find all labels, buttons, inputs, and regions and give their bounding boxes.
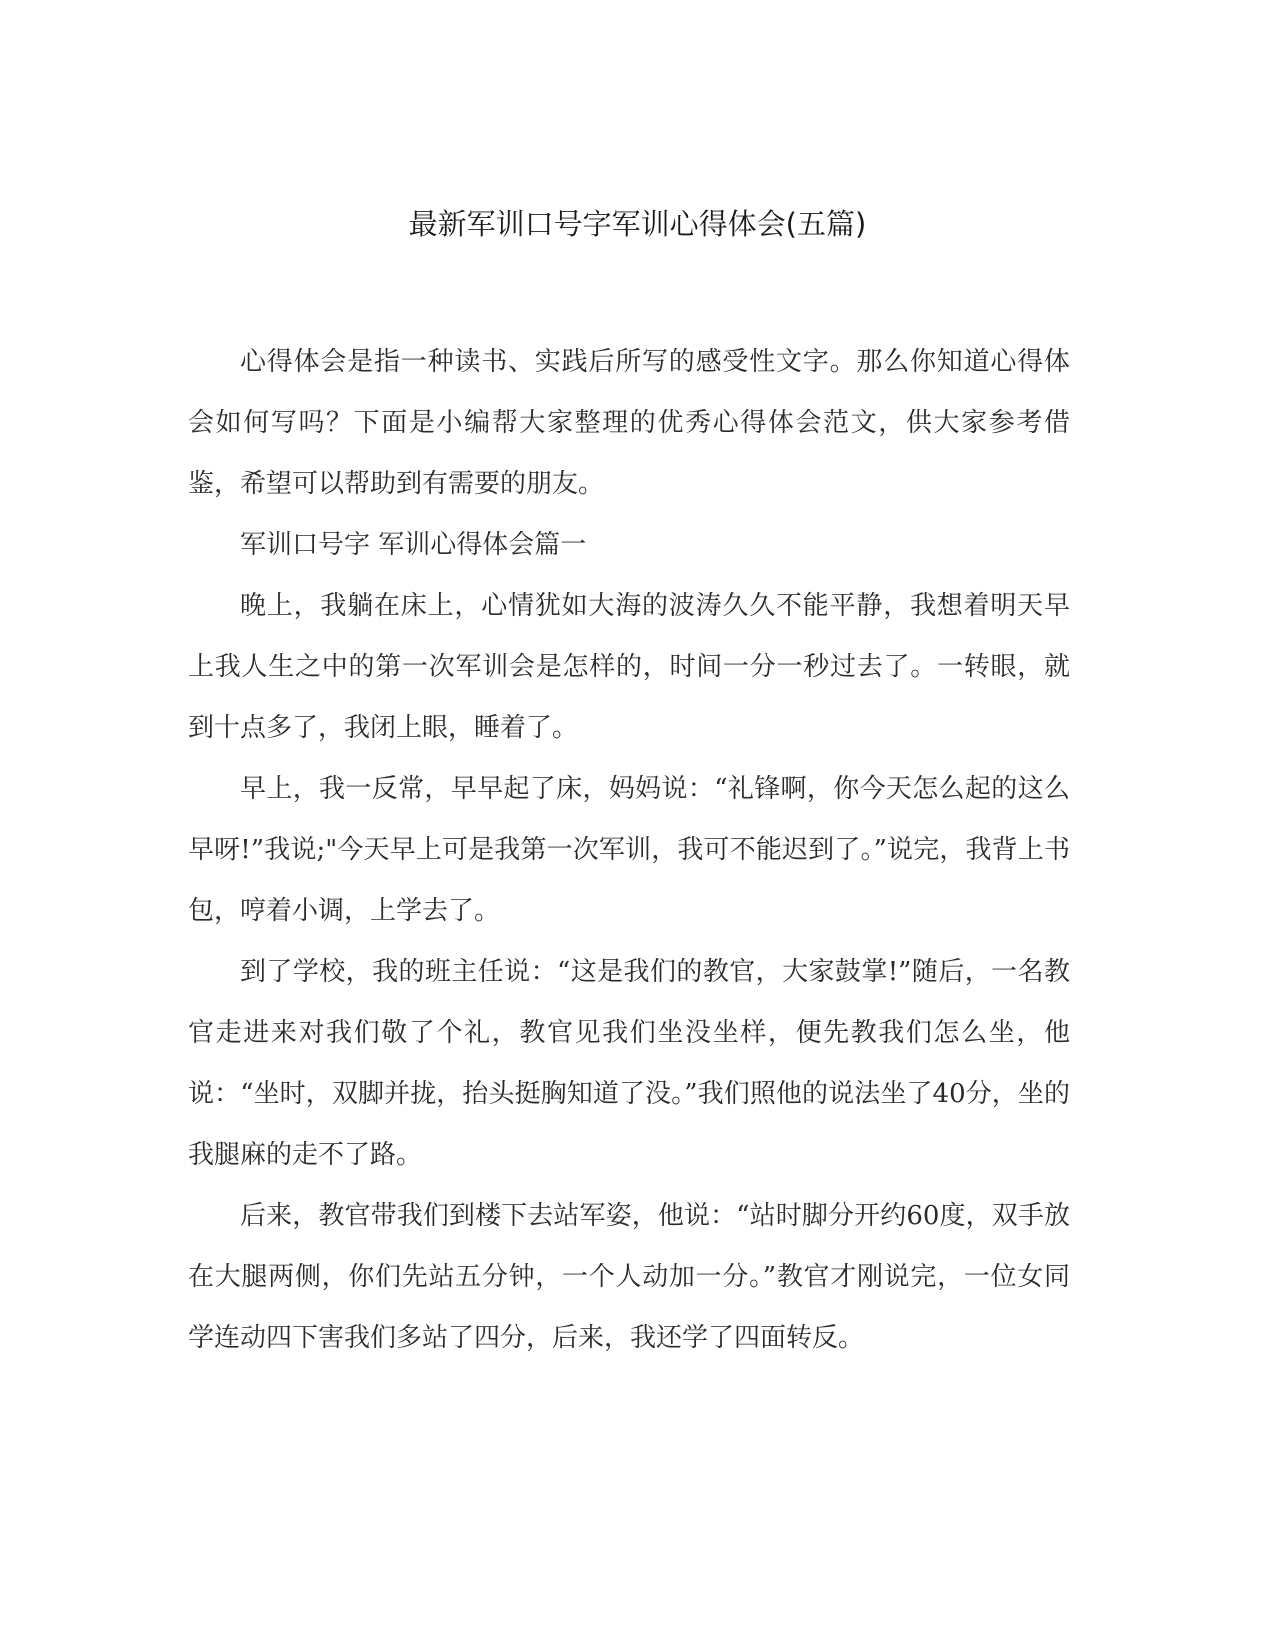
section-heading: 军训口号字 军训心得体会篇一 xyxy=(240,530,587,560)
body-paragraph: 到了学校，我的班主任说：“这是我们的教官，大家鼓掌!”随后，一名教官走进来对我们敬了个礼，教官见我们坐没坐样，便先教我们怎么坐，他说：“坐时，双脚并拢，抬头挺胸知道了没。”我们照他的说法坐了40分，坐的我腿麻的走不了路。 xyxy=(188,957,1070,1170)
body-paragraph: 后来，教官带我们到楼下去站军姿，他说：“站时脚分开约60度，双手放在大腿两侧，你们先站五分钟，一个人动加一分。”教官才刚说完，一位女同学连动四下害我们多站了四分，后来，我还学了四面转反。 xyxy=(188,1201,1070,1353)
document-body xyxy=(188,332,1070,1369)
body-paragraph: 早上，我一反常，早早起了床，妈妈说：“礼锋啊，你今天怎么起的这么早呀!”我说;"今天早上可是我第一次军训，我可不能迟到了。”说完，我背上书包，哼着小调，上学去了。 xyxy=(188,774,1070,926)
body-paragraph: 晚上，我躺在床上，心情犹如大海的波涛久久不能平静，我想着明天早上我人生之中的第一次军训会是怎样的，时间一分一秒过去了。一转眼，就到十点多了，我闭上眼，睡着了。 xyxy=(188,591,1070,743)
document-title: 最新军训口号字军训心得体会(五篇) xyxy=(408,207,867,241)
intro-paragraph: 心得体会是指一种读书、实践后所写的感受性文字。那么你知道心得体会如何写吗？下面是小编帮大家整理的优秀心得体会范文，供大家参考借鉴，希望可以帮助到有需要的朋友。 xyxy=(188,347,1070,499)
